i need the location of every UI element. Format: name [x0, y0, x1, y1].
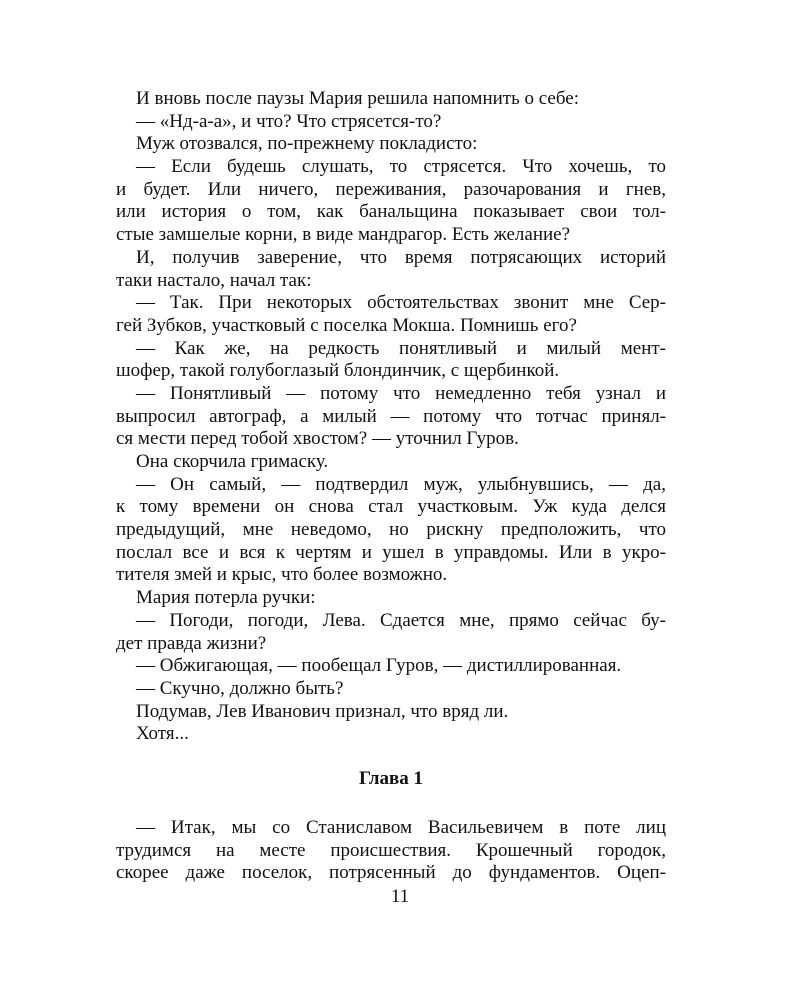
text-line: Подумав, Лев Иванович признал, что вряд ли.	[136, 700, 509, 722]
text-section-chapter	[116, 817, 666, 885]
text-line: скорее даже поселок, потрясенный до фундаментов. Оцеп-	[116, 862, 666, 884]
text-line: — «Нд-а-а», и что? Что стрясется-то?	[136, 110, 442, 132]
text-line: ся мести перед тобой хвостом? — уточнил Гуров.	[116, 428, 519, 450]
text-line: — Скучно, должно быть?	[136, 677, 344, 699]
text-line: и будет. Или ничего, переживания, разочарования и гнев,	[116, 178, 666, 200]
text-line: — Погоди, погоди, Лева. Сдается мне, прямо сейчас бу-	[136, 609, 666, 631]
text-line: И вновь после паузы Мария решила напомнить о себе:	[136, 88, 579, 109]
text-line: дет правда жизни?	[116, 632, 267, 654]
text-line: тителя змей и крыс, что более возможно.	[116, 564, 448, 586]
text-line: — Так. При некоторых обстоятельствах звонит мне Сер-	[136, 292, 666, 314]
text-line: Хотя...	[136, 723, 189, 745]
text-line: И, получив заверение, что время потрясающих историй	[136, 246, 666, 268]
book-page	[116, 88, 666, 885]
text-line: послал все и вся к чертям и ушел в управдомы. Или в укро-	[116, 541, 666, 563]
text-line: шофер, такой голубоглазый блондинчик, с щербинкой.	[116, 360, 560, 382]
text-line: стые замшелые корни, в виде мандрагор. Есть желание?	[116, 224, 571, 246]
text-section-intro	[116, 88, 666, 746]
text-line: к тому времени он снова стал участковым. Уж куда делся	[116, 496, 666, 518]
text-line: Муж отозвался, по-прежнему покладисто:	[136, 133, 478, 155]
text-line: Она скорчила гримаску.	[136, 451, 329, 472]
text-line: — Понятливый — потому что немедленно тебя узнал и	[136, 382, 666, 404]
text-line: или история о том, как банальщина показывает свои тол-	[116, 201, 666, 223]
text-line: таки настало, начал так:	[116, 269, 312, 291]
text-line: предыдущий, мне неведомо, но рискну предположить, что	[116, 519, 666, 541]
text-line: Мария потерла ручки:	[136, 587, 316, 609]
text-line: гей Зубков, участковый с поселка Мокша. Помнишь его?	[116, 314, 577, 336]
text-line: — Он самый, — подтвердил муж, улыбнувшись, — да,	[136, 473, 666, 495]
page-number: 11	[390, 886, 410, 907]
text-line: — Если будешь слушать, то стрясется. Что хочешь, то	[136, 156, 666, 178]
text-line: — Итак, мы со Станиславом Васильевичем в поте лиц	[136, 816, 666, 838]
text-line: — Обжигающая, — пообещал Гуров, — дистиллированная.	[136, 655, 622, 677]
text-line: — Как же, на редкость понятливый и милый мент-	[136, 337, 666, 359]
chapter-title: Глава 1	[358, 767, 424, 789]
text-line: выпросил автограф, а милый — потому что тотчас принял-	[116, 405, 666, 427]
text-line: трудимся на месте происшествия. Крошечный городок,	[116, 839, 666, 861]
